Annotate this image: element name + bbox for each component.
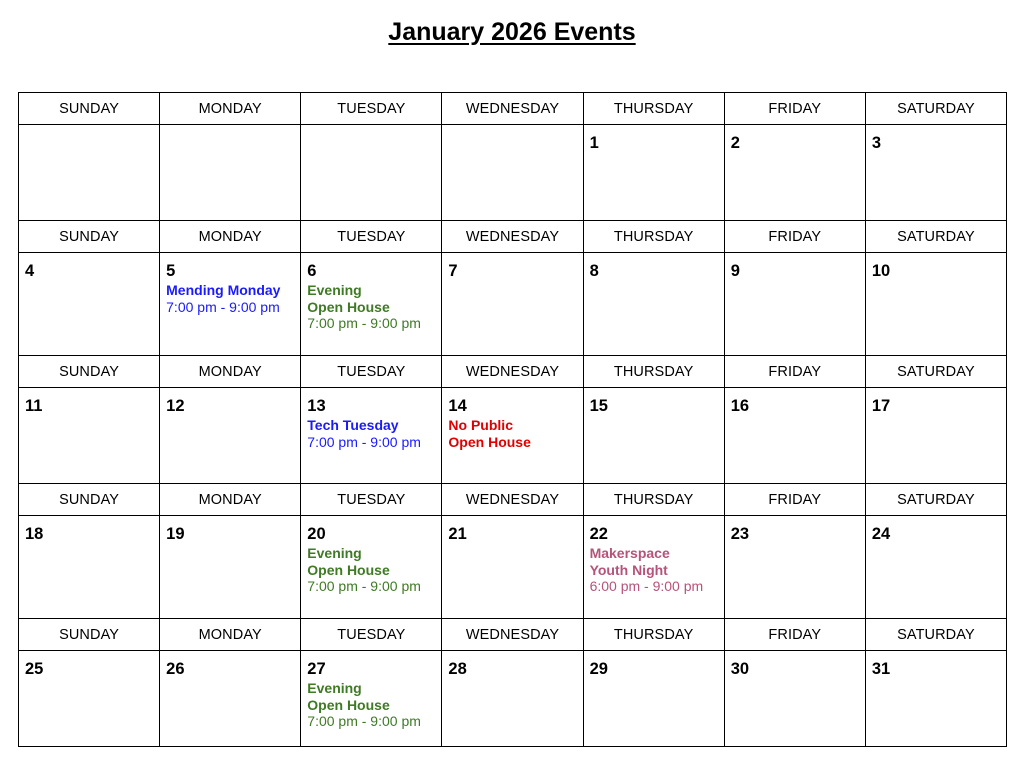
weekday-header: THURSDAY [583, 356, 724, 388]
day-cell [301, 253, 442, 356]
day-cell [19, 651, 160, 747]
weekday-header: THURSDAY [583, 221, 724, 253]
day-cell [865, 388, 1006, 484]
weekday-header: SATURDAY [865, 619, 1006, 651]
week-row [19, 516, 1007, 619]
weekday-header: WEDNESDAY [442, 356, 583, 388]
week-row [19, 388, 1007, 484]
day-number: 18 [25, 525, 44, 543]
day-cell [724, 651, 865, 747]
day-number: 24 [871, 525, 891, 543]
day-cell [160, 651, 301, 747]
weekday-header: FRIDAY [724, 484, 865, 516]
day-number: 2 [730, 134, 740, 152]
calendar-event[interactable] [590, 545, 704, 595]
day-cell [583, 125, 724, 221]
weekday-header: SUNDAY [19, 221, 160, 253]
day-number: 21 [448, 525, 467, 543]
event-name: Makerspace Youth Night [589, 545, 670, 578]
day-cell [19, 125, 160, 221]
calendar-event[interactable] [307, 545, 421, 595]
weekday-header: MONDAY [160, 221, 301, 253]
day-number: 7 [448, 262, 458, 280]
day-cell [583, 651, 724, 747]
day-cell [865, 125, 1006, 221]
weekday-header-row [19, 484, 1007, 516]
day-cell [583, 253, 724, 356]
event-name: Evening Open House [307, 545, 390, 578]
calendar-event[interactable] [307, 282, 421, 332]
day-cell [724, 388, 865, 484]
weekday-header: THURSDAY [583, 619, 724, 651]
event-time: 7:00 pm - 9:00 pm [166, 298, 280, 315]
day-number: 9 [730, 262, 740, 280]
day-number: 8 [589, 262, 599, 280]
event-time: 7:00 pm - 9:00 pm [307, 713, 421, 729]
day-cell [442, 516, 583, 619]
weekday-header: MONDAY [160, 356, 301, 388]
calendar-event[interactable] [307, 680, 421, 730]
day-number: 17 [871, 397, 891, 415]
day-number: 3 [871, 134, 882, 152]
day-cell [583, 388, 724, 484]
day-number: 15 [589, 397, 608, 415]
calendar-event[interactable] [448, 417, 530, 450]
day-cell [160, 388, 301, 484]
weekday-header: MONDAY [160, 93, 301, 125]
day-number: 5 [166, 262, 176, 280]
day-number: 1 [589, 134, 599, 152]
event-name: Evening Open House [307, 282, 390, 315]
weekday-header: SUNDAY [19, 619, 160, 651]
day-cell [724, 516, 865, 619]
calendar-event[interactable] [307, 417, 421, 450]
day-cell [865, 651, 1006, 747]
weekday-header: TUESDAY [301, 619, 442, 651]
weekday-header: SATURDAY [865, 221, 1006, 253]
weekday-header: WEDNESDAY [442, 619, 583, 651]
weekday-header: TUESDAY [301, 93, 442, 125]
day-number: 23 [730, 525, 750, 543]
day-cell [442, 253, 583, 356]
day-number: 10 [871, 262, 891, 280]
day-number: 30 [730, 660, 750, 678]
weekday-header: THURSDAY [583, 484, 724, 516]
week-row [19, 651, 1007, 747]
event-time: 6:00 pm - 9:00 pm [589, 578, 704, 594]
calendar-title: January 2026 Events [388, 18, 636, 46]
weekday-header-row [19, 93, 1007, 125]
day-cell [724, 125, 865, 221]
calendar-event[interactable] [166, 282, 280, 315]
event-name: Mending Monday [166, 282, 281, 298]
event-name: Tech Tuesday [307, 417, 399, 433]
weekday-header: WEDNESDAY [442, 484, 583, 516]
day-cell [442, 651, 583, 747]
day-cell [865, 253, 1006, 356]
event-time: 7:00 pm - 9:00 pm [307, 578, 421, 594]
weekday-header: FRIDAY [724, 221, 865, 253]
day-number: 29 [589, 660, 608, 678]
day-cell [301, 125, 442, 221]
day-number: 28 [448, 660, 467, 678]
day-cell [301, 651, 442, 747]
day-number: 20 [307, 525, 326, 543]
weekday-header: SUNDAY [19, 93, 160, 125]
weekday-header: FRIDAY [724, 93, 865, 125]
weekday-header: TUESDAY [301, 221, 442, 253]
weekday-header: SUNDAY [19, 356, 160, 388]
day-cell [301, 516, 442, 619]
weekday-header: TUESDAY [301, 356, 442, 388]
day-number: 13 [307, 397, 326, 415]
day-cell [19, 388, 160, 484]
day-cell [442, 125, 583, 221]
weekday-header: MONDAY [160, 484, 301, 516]
day-number: 16 [730, 397, 750, 415]
day-number: 14 [448, 397, 467, 415]
day-number: 26 [166, 660, 185, 678]
weekday-header-row [19, 221, 1007, 253]
day-number: 11 [25, 397, 43, 415]
weekday-header: WEDNESDAY [442, 221, 583, 253]
event-time: 7:00 pm - 9:00 pm [307, 433, 421, 450]
week-row [19, 253, 1007, 356]
weekday-header: THURSDAY [583, 93, 724, 125]
day-cell [160, 516, 301, 619]
weekday-header: WEDNESDAY [442, 93, 583, 125]
day-cell [724, 253, 865, 356]
day-cell [160, 125, 301, 221]
day-number: 4 [25, 262, 35, 280]
day-cell [865, 516, 1006, 619]
day-number: 19 [166, 525, 185, 543]
week-row [19, 125, 1007, 221]
day-number: 27 [307, 660, 326, 678]
weekday-header: SATURDAY [865, 484, 1006, 516]
day-number: 31 [871, 660, 891, 678]
calendar-grid [18, 92, 1007, 747]
weekday-header: SUNDAY [19, 484, 160, 516]
day-cell [442, 388, 583, 484]
day-cell [301, 388, 442, 484]
weekday-header-row [19, 619, 1007, 651]
weekday-header: MONDAY [160, 619, 301, 651]
day-number: 12 [166, 397, 185, 415]
day-cell [583, 516, 724, 619]
day-cell [19, 253, 160, 356]
weekday-header-row [19, 356, 1007, 388]
weekday-header: TUESDAY [301, 484, 442, 516]
weekday-header: SATURDAY [865, 93, 1006, 125]
weekday-header: FRIDAY [724, 356, 865, 388]
weekday-header: FRIDAY [724, 619, 865, 651]
event-time: 7:00 pm - 9:00 pm [307, 315, 421, 331]
event-name: No Public Open House [448, 417, 531, 450]
event-name: Evening Open House [307, 680, 390, 713]
day-number: 6 [307, 262, 317, 280]
day-cell [160, 253, 301, 356]
day-number: 22 [589, 525, 608, 543]
day-cell [19, 516, 160, 619]
weekday-header: SATURDAY [865, 356, 1006, 388]
day-number: 25 [25, 660, 44, 678]
